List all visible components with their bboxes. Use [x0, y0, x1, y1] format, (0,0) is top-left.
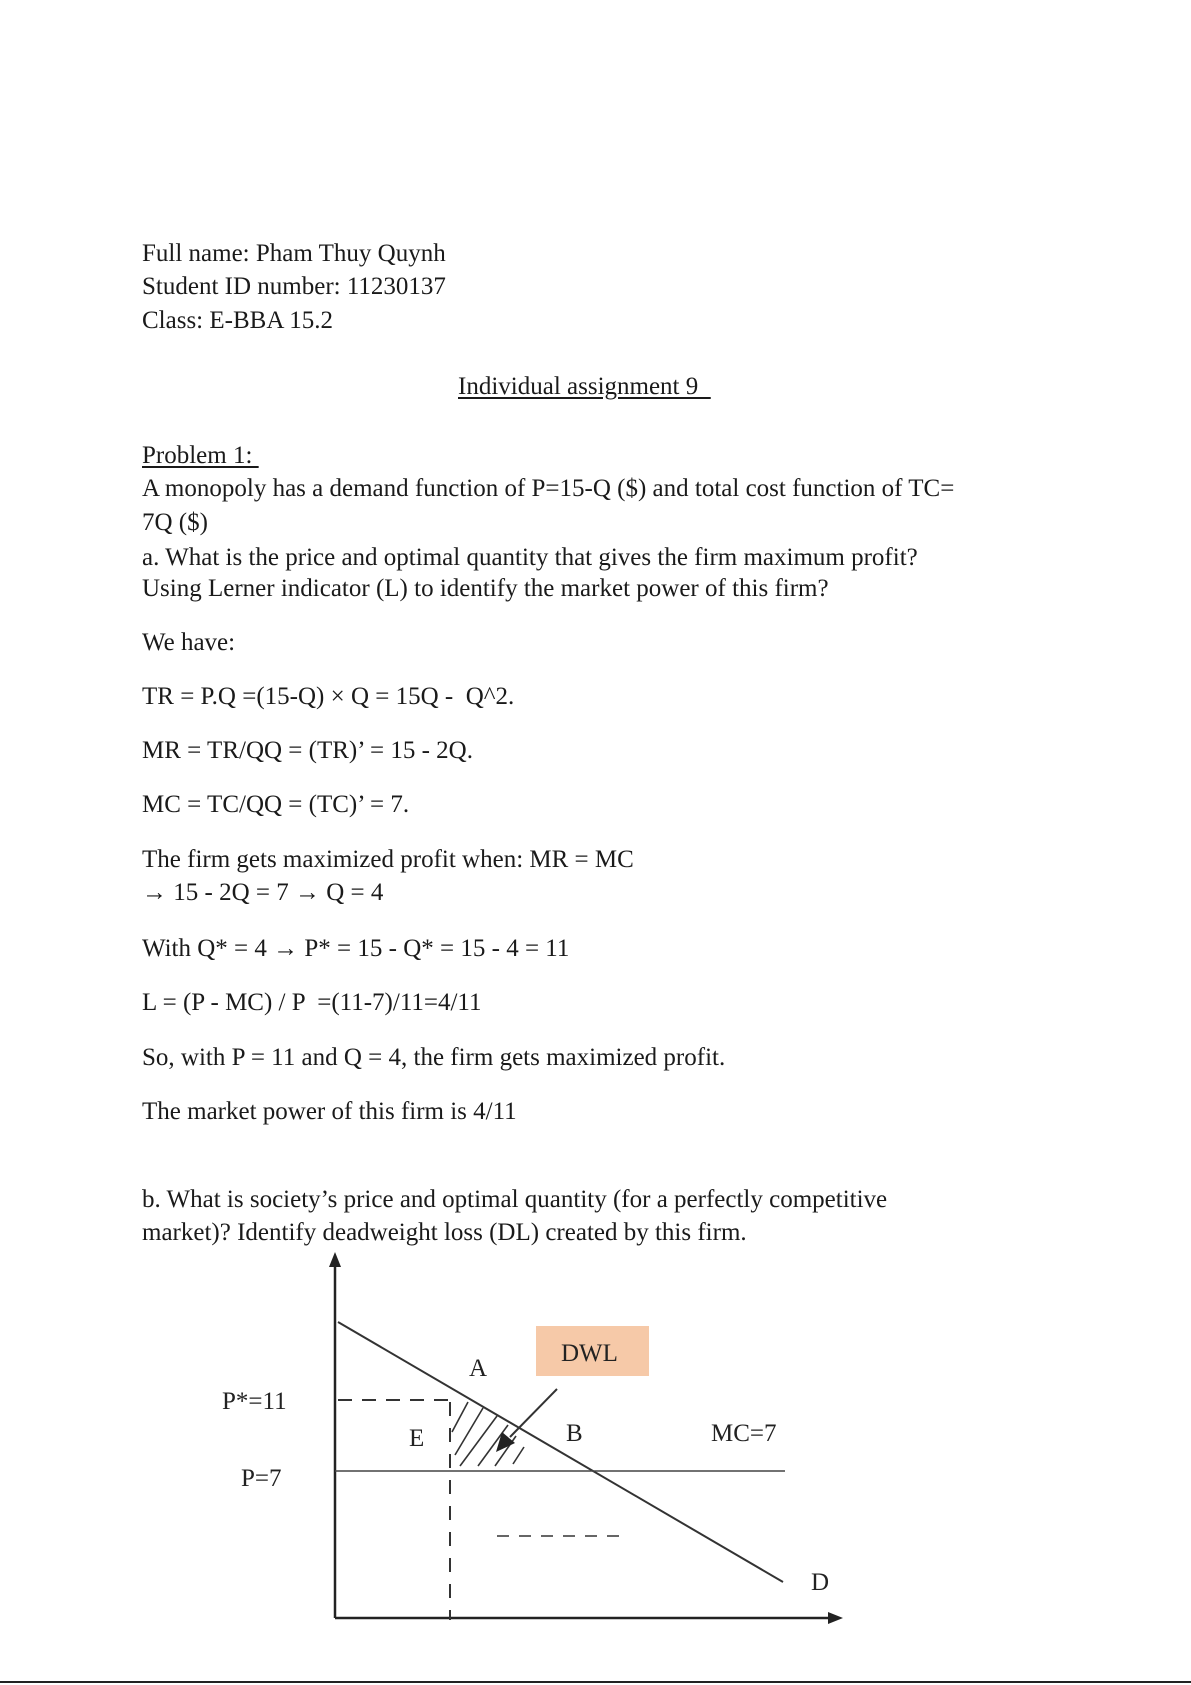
- assignment-title: Individual assignment 9: [458, 373, 711, 400]
- problem-statement-line1: A monopoly has a demand function of P=15-Q ($) and total cost function of TC=: [142, 475, 955, 502]
- question-b-line2: market)? Identify deadweight loss (DL) created by this firm.: [142, 1219, 747, 1246]
- p-star-label: P*=11: [222, 1388, 287, 1415]
- point-a-label: A: [469, 1355, 488, 1382]
- solve-price: With Q* = 4 → P* = 15 - Q* = 15 - 4 = 11: [142, 935, 570, 962]
- profit-condition: The firm gets maximized profit when: MR = MC: [142, 846, 634, 873]
- point-e-label: E: [409, 1425, 425, 1452]
- conclusion-line1: So, with P = 11 and Q = 4, the firm gets maximized profit.: [142, 1044, 726, 1071]
- student-id: Student ID number: 11230137: [142, 273, 446, 300]
- question-a-line1: a. What is the price and optimal quantity that gives the firm maximum profit?: [142, 544, 918, 571]
- y-axis-arrow: [329, 1252, 341, 1267]
- conclusion-line2: The market power of this firm is 4/11: [142, 1098, 517, 1125]
- full-name: Full name: Pham Thuy Quynh: [142, 240, 446, 267]
- point-b-label: B: [566, 1420, 583, 1447]
- we-have: We have:: [142, 629, 236, 656]
- problem-heading: Problem 1:: [142, 442, 259, 469]
- demand-label: D: [811, 1569, 830, 1596]
- mr-equation: MR = TR/QQ = (TR)’ = 15 - 2Q.: [142, 737, 473, 764]
- solve-quantity: → 15 - 2Q = 7 → Q = 4: [142, 879, 384, 906]
- dwl-pointer-line: [510, 1389, 557, 1437]
- lerner-index: L = (P - MC) / P =(11-7)/11=4/11: [142, 989, 482, 1016]
- question-b-line1: b. What is society’s price and optimal quantity (for a perfectly competitive: [142, 1186, 888, 1213]
- x-axis-arrow: [828, 1612, 843, 1624]
- problem-statement-line2: 7Q ($): [142, 509, 208, 536]
- class-name: Class: E-BBA 15.2: [142, 307, 333, 334]
- page-bottom-rule: [0, 1681, 1191, 1683]
- tr-equation: TR = P.Q =(15-Q) × Q = 15Q - Q^2.: [142, 683, 515, 710]
- mc-equation: MC = TC/QQ = (TC)’ = 7.: [142, 791, 410, 818]
- p-comp-label: P=7: [241, 1465, 282, 1492]
- question-a-line2: Using Lerner indicator (L) to identify the market power of this firm?: [142, 575, 829, 602]
- dwl-label: DWL: [561, 1340, 618, 1367]
- mc-label: MC=7: [711, 1420, 777, 1447]
